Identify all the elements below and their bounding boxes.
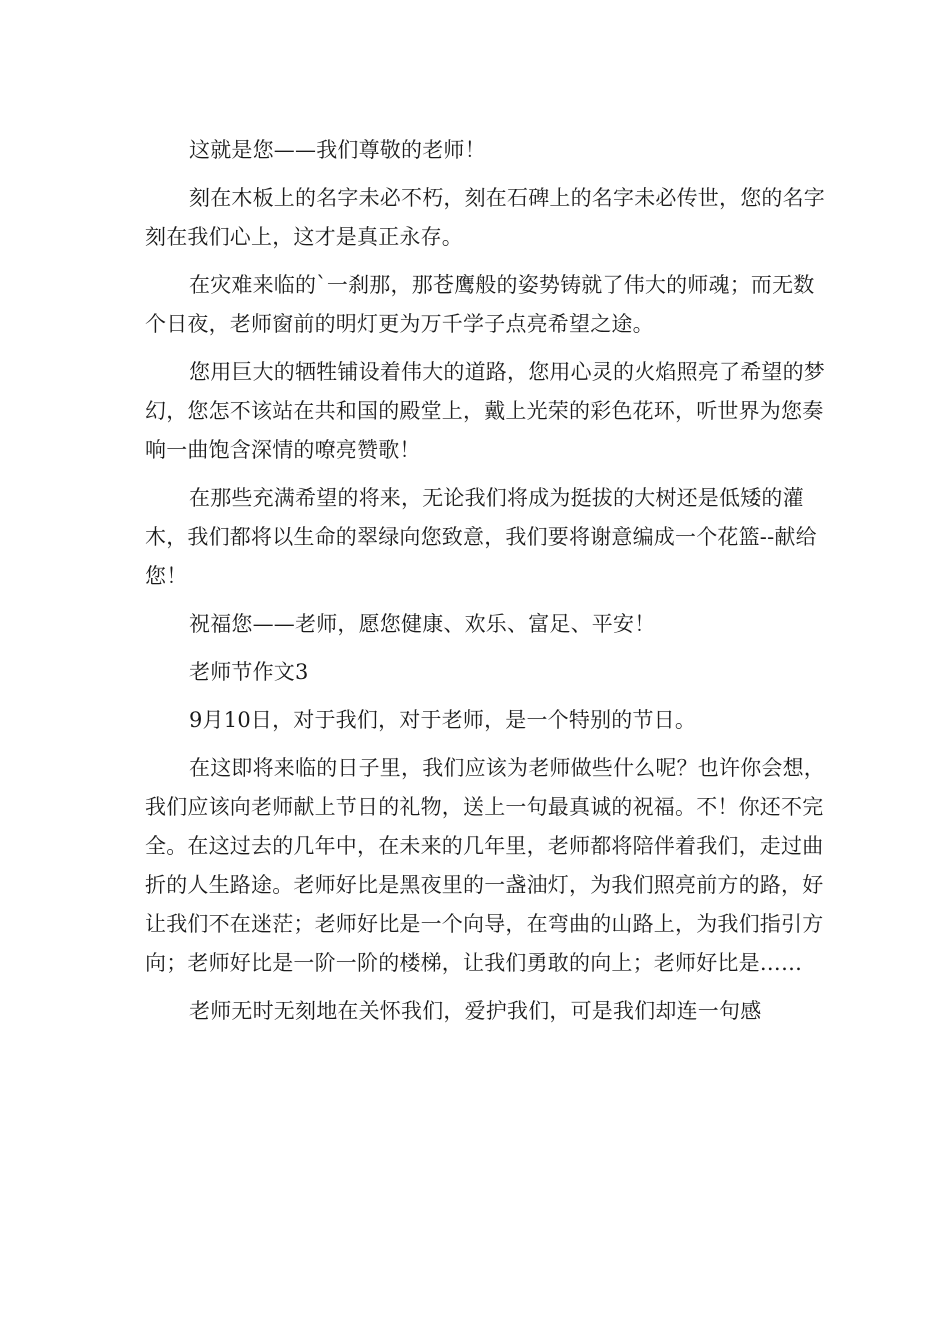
paragraph-2: 刻在木板上的名字未必不朽，刻在石碑上的名字未必传世，您的名字刻在我们心上，这才是真正永存。 (145, 186, 825, 249)
essay-body (145, 131, 825, 1040)
paragraph-6: 祝福您——老师，愿您健康、欢乐、富足、平安！ (189, 612, 656, 636)
paragraph-9: 老师无时无刻地在关怀我们，爱护我们，可是我们却连一句感 (189, 999, 762, 1023)
paragraph-5: 在那些充满希望的将来，无论我们将成为挺拔的大树还是低矮的灌木，我们都将以生命的翠绿向您致意，我们要将谢意编成一个花篮--献给您！ (145, 486, 817, 588)
paragraph-3: 在灾难来临的`一刹那，那苍鹰般的姿势铸就了伟大的师魂；而无数个日夜，老师窗前的明灯更为万千学子点亮希望之途。 (145, 273, 815, 336)
paragraph-8: 在这即将来临的日子里，我们应该为老师做些什么呢？也许你会想，我们应该向老师献上节日的礼物，送上一句最真诚的祝福。不！你还不完全。在这过去的几年中，在未来的几年里，老师都将陪伴着我们，走过曲折的人生路途。老师好比是黑夜里的一盏油灯，为我们照亮前方的路，好让我们不在迷茫；老师好比是一个向导，在弯曲的山路上，为我们指引方向；老师好比是一阶一阶的楼梯，让我们勇敢的向上；老师好比是…… (145, 756, 825, 975)
paragraph-4: 您用巨大的牺牲铺设着伟大的道路，您用心灵的火焰照亮了希望的梦幻，您怎不该站在共和国的殿堂上，戴上光荣的彩色花环，听世界为您奏响一曲饱含深情的嘹亮赞歌！ (145, 360, 825, 462)
paragraph-7: 9月10日，对于我们，对于老师，是一个特别的节日。 (189, 708, 697, 732)
paragraph-1: 这就是您——我们尊敬的老师！ (189, 138, 486, 162)
section-heading: 老师节作文3 (189, 660, 309, 684)
